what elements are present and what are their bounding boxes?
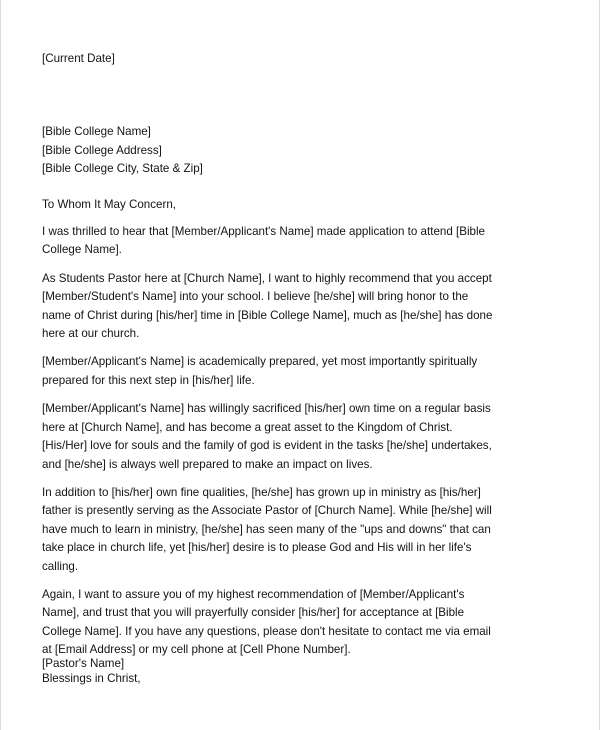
letter-date <box>42 50 574 68</box>
signature-block <box>42 655 124 673</box>
signature-name: [Pastor's Name] <box>42 657 125 670</box>
paragraph-intro <box>42 223 574 260</box>
paragraph-line: [His/Her] love for souls and the family of god is evident in the tasks [he/she] undertakes, <box>42 439 492 453</box>
salutation <box>42 196 574 214</box>
paragraph-line: name of Christ during [his/her] time in [Bible College Name], much as [he/she] has done <box>42 308 493 322</box>
paragraph-line: have much to learn in ministry, [he/she] has seen many of the "ups and downs" that can <box>42 522 491 536</box>
recipient-address <box>42 123 574 178</box>
paragraph-line: College Name]. <box>42 243 122 257</box>
address-line-city-state-zip: [Bible College City, State & Zip] <box>42 162 203 176</box>
paragraph-line: take place in church life, yet [his/her] desire is to please God and His will in her life's <box>42 541 472 555</box>
paragraph-assurance <box>42 586 574 660</box>
paragraph-line: I was thrilled to hear that [Member/Applicant's Name] made application to attend [Bible <box>42 225 486 239</box>
paragraph-line: and [he/she] is always well prepared to make an impact on lives. <box>42 457 373 471</box>
address-line-college-name: [Bible College Name] <box>42 125 151 139</box>
salutation-line: To Whom It May Concern, <box>42 197 177 211</box>
paragraph-line: at [Email Address] or my cell phone at [Cell Phone Number]. <box>42 643 351 657</box>
paragraph-service <box>42 400 574 474</box>
paragraph-preparedness <box>42 353 574 390</box>
paragraph-line: here at [Church Name], and has become a great asset to the Kingdom of Christ. <box>42 420 453 434</box>
paragraph-line: As Students Pastor here at [Church Name], I want to highly recommend that you accept <box>42 271 492 285</box>
address-line-college-address: [Bible College Address] <box>42 143 162 157</box>
paragraph-line: here at our church. <box>42 327 140 341</box>
paragraph-line: calling. <box>42 559 79 573</box>
paragraph-qualities <box>42 484 574 576</box>
paragraph-line: [Member/Student's Name] into your school. I believe [he/she] will bring honor to the <box>42 290 469 304</box>
paragraph-line: [Member/Applicant's Name] has willingly sacrificed [his/her] own time on a regular basis <box>42 402 491 416</box>
paragraph-line: [Member/Applicant's Name] is academically prepared, yet most importantly spiritually <box>42 355 478 369</box>
paragraph-line: father is presently serving as the Associate Pastor of [Church Name]. While [he/she] will <box>42 504 492 518</box>
paragraph-recommendation <box>42 270 574 344</box>
closing-line: Blessings in Christ, <box>42 671 141 685</box>
paragraph-line: In addition to [his/her] own fine qualities, [he/she] has grown up in ministry as [his/her] <box>42 485 481 499</box>
letter-body <box>42 50 574 688</box>
paragraph-line: prepared for this next step in [his/her] life. <box>42 373 255 387</box>
paragraph-line: Again, I want to assure you of my highest recommendation of [Member/Applicant's <box>42 587 465 601</box>
paragraph-line: Name], and trust that you will prayerfully consider [his/her] for acceptance at [Bible <box>42 606 465 620</box>
date-line: [Current Date] <box>42 52 115 65</box>
paragraph-line: College Name]. If you have any questions, please don't hesitate to contact me via email <box>42 624 491 638</box>
